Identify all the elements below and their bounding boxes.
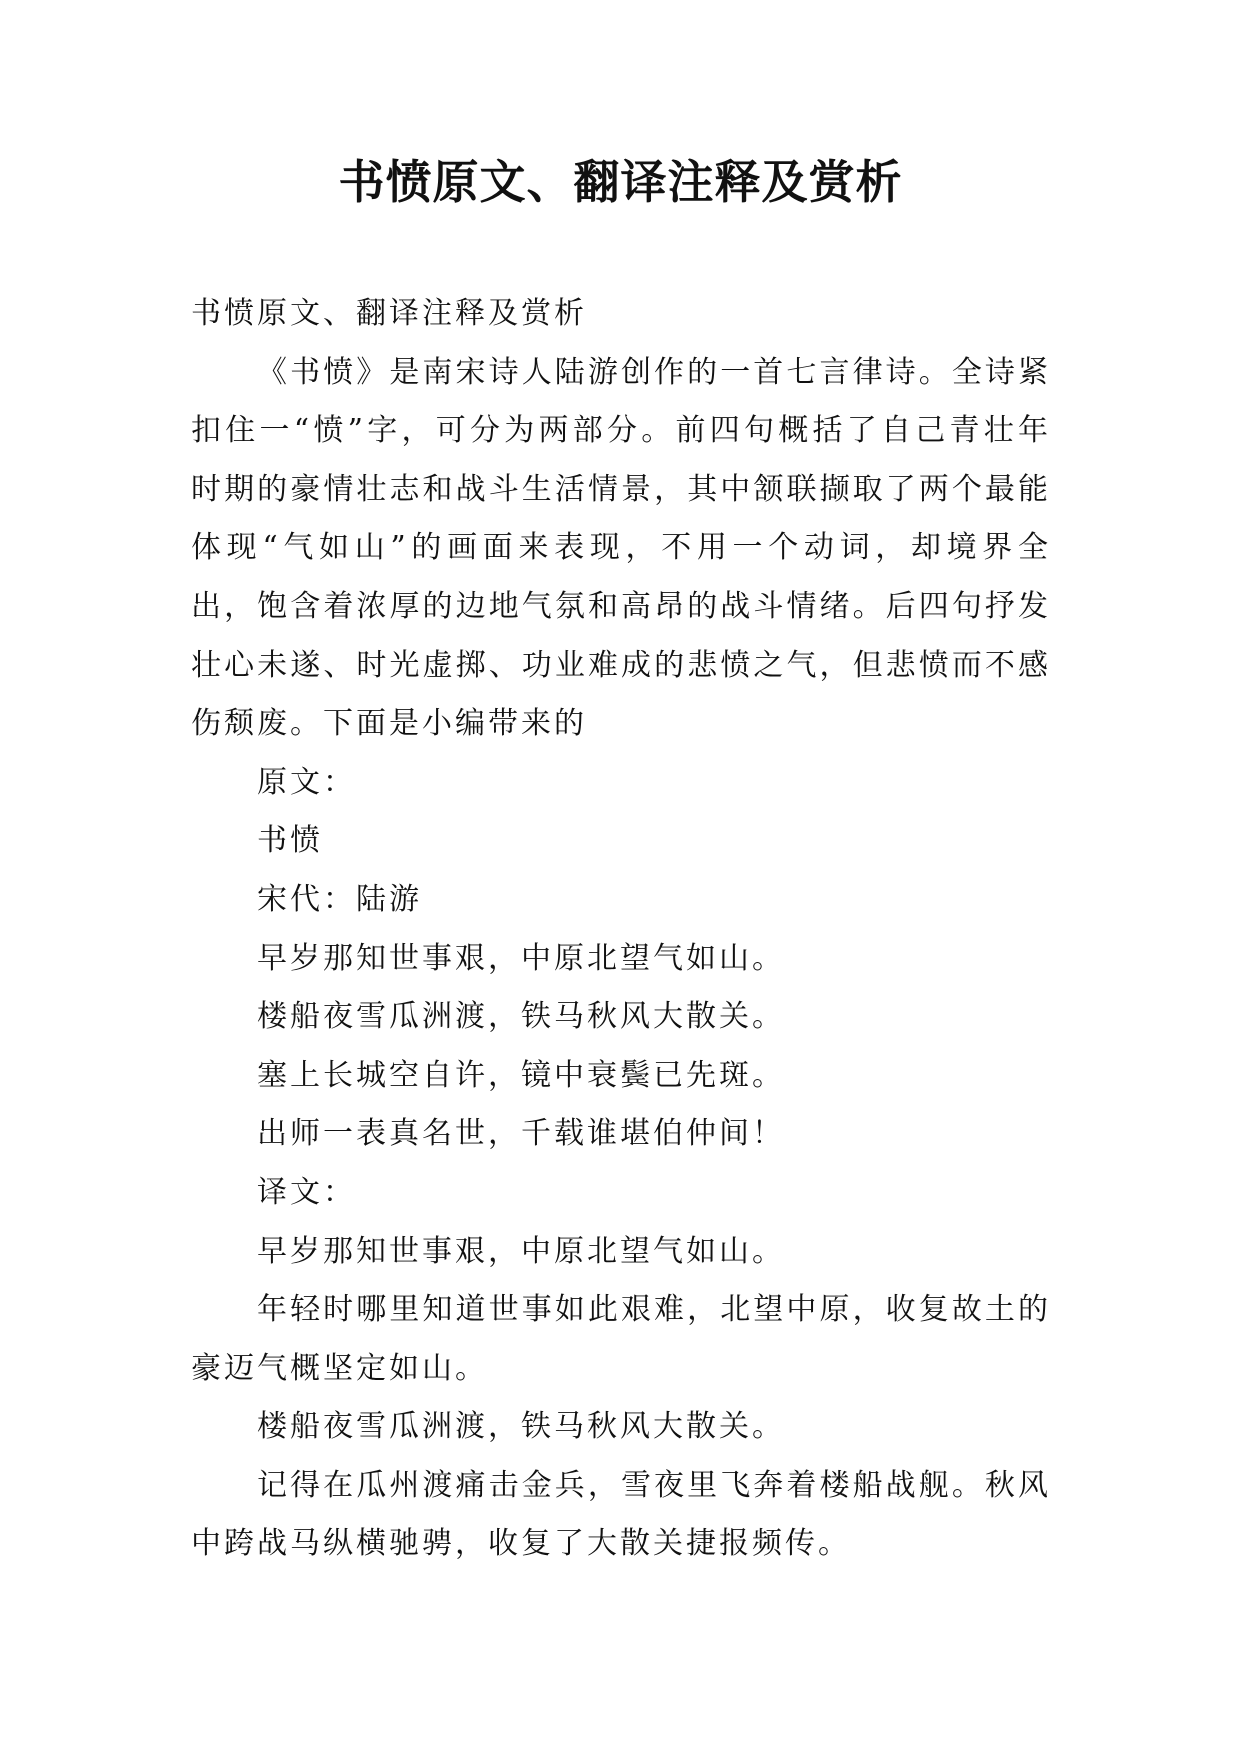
paragraph: 塞上长城空自许，镜中衰鬓已先斑。 [257, 1057, 785, 1093]
paragraph: 楼船夜雪瓜洲渡，铁马秋风大散关。 [257, 999, 785, 1035]
paragraph: 记得在瓜州渡痛击金兵，雪夜里飞奔着楼船战舰。秋风中跨战马纵横驰骋，收复了大散关捷报频传。 [191, 1467, 1051, 1562]
paragraph: 出师一表真名世，千载谁堪伯仲间！ [257, 1116, 785, 1152]
paragraph: 《书愤》是南宋诗人陆游创作的一首七言律诗。全诗紧扣住一“愤”字，可分为两部分。前四句概括了自己青壮年时期的豪情壮志和战斗生活情景，其中颔联撷取了两个最能体现“气如山”的画面来表现，不用一个动词，却境界全出，饱含着浓厚的边地气氛和高昂的战斗情绪。后四句抒发壮心未遂、时光虚掷、功业难成的悲愤之气，但悲愤而不感伤颓废。下面是小编带来的 [191, 354, 1051, 742]
document-body [191, 285, 1051, 1574]
paragraph: 宋代：陆游 [257, 881, 422, 917]
document-title: 书愤原文、翻译注释及赏析 [338, 155, 903, 209]
paragraph: 原文： [257, 764, 356, 800]
paragraph: 书愤原文、翻译注释及赏析 [191, 296, 587, 331]
paragraph: 楼船夜雪瓜洲渡，铁马秋风大散关。 [257, 1409, 785, 1445]
paragraph: 书愤 [257, 823, 323, 859]
paragraph: 年轻时哪里知道世事如此艰难，北望中原，收复故土的豪迈气概坚定如山。 [191, 1292, 1051, 1386]
paragraph: 早岁那知世事艰，中原北望气如山。 [257, 940, 785, 976]
paragraph: 译文： [257, 1174, 356, 1210]
paragraph: 早岁那知世事艰，中原北望气如山。 [257, 1233, 785, 1269]
